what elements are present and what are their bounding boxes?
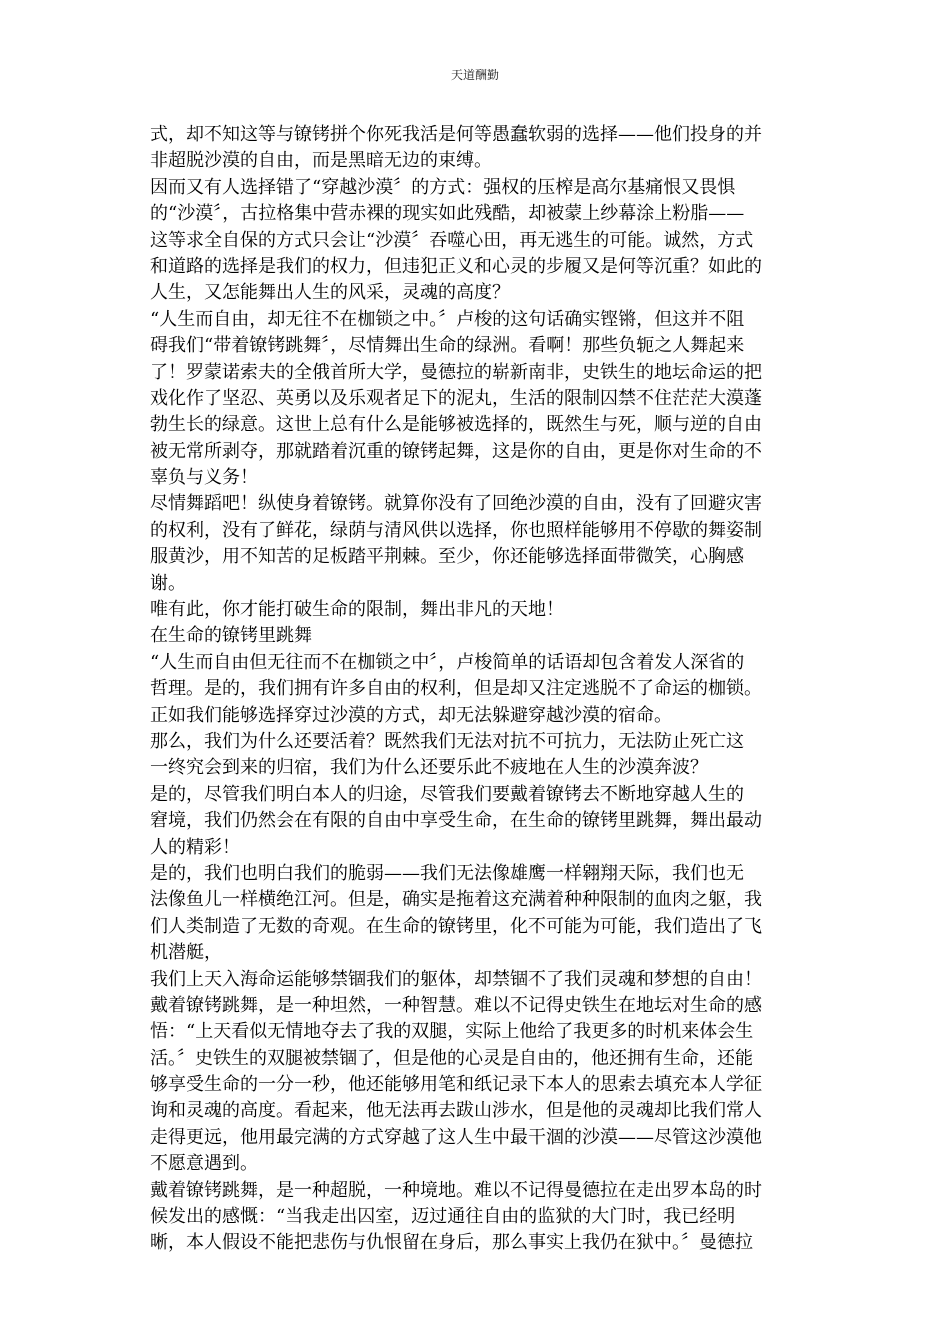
text-line: 戏化作了坚忍、英勇以及乐观者足下的泥丸，生活的限制囚禁不住茫茫大漠蓬 <box>150 387 762 409</box>
text-line: 一终究会到来的归宿，我们为什么还要乐此不疲地在人生的沙漠奔波？ <box>150 757 708 779</box>
text-line: 正如我们能够选择穿过沙漠的方式，却无法躲避穿越沙漠的宿命。 <box>150 704 672 726</box>
text-line: 那么，我们为什么还要活着？既然我们无法对抗不可抗力，无法防止死亡这 <box>150 730 744 752</box>
text-line: 式，却不知这等与镣铐拼个你死我活是何等愚蠢软弱的选择——他们投身的并 <box>150 124 762 145</box>
text-line: “人生而自由但无往而不在枷锁之中〞，卢梭简单的话语却包含着发人深省的 <box>150 651 745 673</box>
text-line: 和道路的选择是我们的权力，但违犯正义和心灵的步履又是何等沉重？如此的 <box>150 255 762 277</box>
text-line: 不愿意遇到。 <box>150 1153 258 1175</box>
text-line: 非超脱沙漠的自由，而是黑暗无边的束缚。 <box>150 150 492 172</box>
text-line: 询和灵魂的高度。看起来，他无法再去跋山涉水，但是他的灵魂却比我们常人 <box>150 1100 762 1122</box>
document-body <box>150 122 802 1257</box>
text-line: 够享受生命的一分一秒，他还能够用笔和纸记录下本人的思索去填充本人学征 <box>150 1074 762 1096</box>
text-line: 谢。 <box>150 572 186 594</box>
text-line: 了！罗蒙诺索夫的全俄首所大学，曼德拉的崭新南非，史铁生的地坛命运的把 <box>150 361 762 383</box>
text-line: 碍我们“带着镣铐跳舞〞，尽情舞出生命的绿洲。看啊！那些负轭之人舞起来 <box>150 335 745 357</box>
text-line: 我们上天入海命运能够禁锢我们的躯体，却禁锢不了我们灵魂和梦想的自由！ <box>150 968 762 990</box>
text-line: 晰，本人假设不能把悲伤与仇恨留在身后，那么事实上我仍在狱中。〞曼德拉 <box>150 1232 753 1254</box>
text-line: 哲理。是的，我们拥有许多自由的权利，但是却又注定逃脱不了命运的枷锁。 <box>150 678 762 700</box>
text-line: 在生命的镣铐里跳舞 <box>150 625 312 647</box>
text-line: 人的精彩！ <box>150 836 240 858</box>
text-line: 这等求全自保的方式只会让“沙漠〞吞噬心田，再无逃生的可能。诚然，方式 <box>150 229 754 251</box>
text-line: 勃生长的绿意。这世上总有什么是能够被选择的，既然生与死，顺与逆的自由 <box>150 414 762 436</box>
text-line: 窘境，我们仍然会在有限的自由中享受生命，在生命的镣铐里跳舞，舞出最动 <box>150 810 762 832</box>
text-line: 悟：“上天看似无情地夺去了我的双腿，实际上他给了我更多的时机来体会生 <box>150 1021 754 1043</box>
text-line: 戴着镣铐跳舞，是一种坦然，一种智慧。难以不记得史铁生在地坛对生命的感 <box>150 994 762 1016</box>
text-line: 的“沙漠〞，古拉格集中营赤裸的现实如此残酷，却被蒙上纱幕涂上粉脂—— <box>150 203 745 225</box>
text-line: 服黄沙，用不知苦的足板踏平荆棘。至少，你还能够选择面带微笑，心胸感 <box>150 546 744 568</box>
text-line: 是的，我们也明白我们的脆弱——我们无法像雄鹰一样翱翔天际，我们也无 <box>150 862 744 884</box>
text-line: “人生而自由，却无往不在枷锁之中。〞卢梭的这句话确实铿锵，但这并不阻 <box>150 308 745 330</box>
text-line: 因而又有人选择错了“穿越沙漠〞的方式：强权的压榨是高尔基痛恨又畏惧 <box>150 176 736 198</box>
text-line: 们人类制造了无数的奇观。在生命的镣铐里，化不可能为可能，我们造出了飞 <box>150 915 762 937</box>
text-line: 人生，又怎能舞出人生的风采，灵魂的高度？ <box>150 282 510 304</box>
text-line: 尽情舞蹈吧！纵使身着镣铐。就算你没有了回绝沙漠的自由，没有了回避灾害 <box>150 493 762 515</box>
text-line: 被无常所剥夺，那就踏着沉重的镣铐起舞，这是你的自由，更是你对生命的不 <box>150 440 762 462</box>
text-line: 候发出的感慨：“当我走出囚室，迈过通往自由的监狱的大门时，我已经明 <box>150 1206 736 1228</box>
text-line: 走得更远，他用最完满的方式穿越了这人生中最干涸的沙漠——尽管这沙漠他 <box>150 1126 762 1148</box>
text-line: 戴着镣铐跳舞，是一种超脱，一种境地。难以不记得曼德拉在走出罗本岛的时 <box>150 1179 762 1201</box>
text-line: 机潜艇， <box>150 942 222 964</box>
page-header: 天道酬勤 <box>450 68 499 82</box>
text-line: 的权利，没有了鲜花，绿荫与清风供以选择，你也照样能够用不停歇的舞姿制 <box>150 519 762 541</box>
text-line: 唯有此，你才能打破生命的限制，舞出非凡的天地！ <box>150 599 564 621</box>
text-line: 辜负与义务！ <box>150 467 258 489</box>
text-line: 是的，尽管我们明白本人的归途，尽管我们要戴着镣铐去不断地穿越人生的 <box>150 783 744 805</box>
text-line: 活。〞史铁生的双腿被禁锢了，但是他的心灵是自由的，他还拥有生命，还能 <box>150 1047 753 1069</box>
text-line: 法像鱼儿一样横绝江河。但是，确实是拖着这充满着种种限制的血肉之躯，我 <box>150 889 762 911</box>
